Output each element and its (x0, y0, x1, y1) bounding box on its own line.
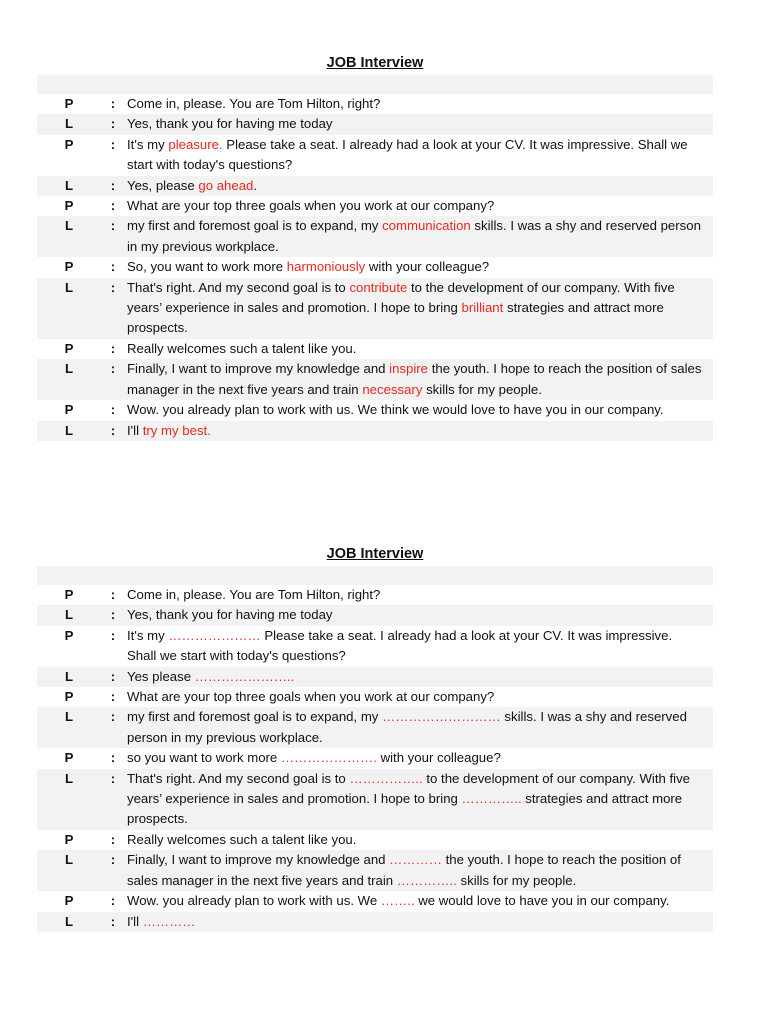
speaker-label: P (64, 831, 74, 847)
text-segment: Really welcomes such a talent like you. (127, 340, 357, 356)
fill-in-blank: …………….. (349, 770, 423, 786)
text-segment: with your colleague? (376, 750, 501, 766)
highlighted-word: contribute (349, 279, 408, 295)
speaker-label: L (64, 668, 74, 684)
speaker-label: P (64, 402, 74, 418)
speaker-label: P (64, 627, 74, 643)
text-segment: That's right. And my second goal is to (127, 770, 350, 786)
fill-in-blank: ………….. (396, 872, 457, 888)
colon-separator: : (110, 422, 116, 438)
speaker-label: L (64, 852, 74, 868)
dialogue-line (37, 605, 713, 625)
colon-separator: : (110, 831, 116, 847)
dialogue-line (37, 94, 713, 114)
speaker-label: L (64, 770, 74, 786)
text-segment: the youth. I hope to reach the position of sales manager in the next five years and train (127, 852, 681, 888)
speaker-label: L (64, 422, 74, 438)
dialogue-text (127, 585, 713, 605)
fill-in-blank: ……………………… (382, 709, 501, 725)
colon-separator: : (110, 770, 116, 786)
colon-separator: : (110, 587, 116, 602)
text-segment: Wow. you already plan to work with us. We (127, 893, 381, 909)
dialogue-line (37, 421, 713, 441)
fill-in-blank: ………….. (461, 791, 522, 807)
dialogue-line (37, 769, 713, 830)
dialogue-line (37, 135, 713, 176)
colon-separator: : (110, 136, 116, 152)
colon-separator: : (110, 913, 116, 929)
blank-row (37, 75, 713, 94)
text-segment: What are your top three goals when you work at our company? (127, 198, 495, 214)
dialogue-line (37, 257, 713, 277)
speaker-label: P (64, 259, 74, 275)
dialogue-text (127, 891, 713, 911)
fill-in-blank: ………………….. (194, 668, 295, 684)
dialogue-text (127, 359, 713, 400)
speaker-label: P (64, 750, 74, 766)
dialogue-line (37, 176, 713, 196)
section-title: JOB Interview (326, 546, 424, 562)
dialogue-line (37, 216, 713, 257)
dialogue-line (37, 748, 713, 768)
highlighted-word: inspire (389, 361, 429, 377)
colon-separator: : (110, 750, 116, 766)
fill-in-blank: …….. (380, 893, 415, 909)
colon-separator: : (110, 709, 116, 725)
speaker-label: L (64, 218, 74, 234)
dialogue-line (37, 626, 713, 667)
dialogue-text (127, 94, 713, 114)
dialogue-text (127, 421, 713, 441)
speaker-label: L (64, 177, 74, 193)
dialogue-section-completed (37, 52, 713, 441)
text-segment: Please take a seat. I already had a look at your CV. It was impressive. Shall we start with today's questions? (127, 136, 688, 173)
dialogue-text (127, 196, 713, 216)
fill-in-blank: …………………. (280, 750, 377, 766)
text-segment: It's my (127, 136, 169, 152)
dialogue-line (37, 830, 713, 850)
text-segment: Really welcomes such a talent like you. (127, 831, 357, 847)
colon-separator: : (110, 340, 116, 356)
text-segment: Wow. you already plan to work with us. We think we would love to have you in our company. (127, 402, 664, 418)
dialogue-text (127, 257, 713, 277)
dialogue-line (37, 707, 713, 748)
dialogue-rows (37, 585, 713, 932)
dialogue-text (127, 176, 713, 196)
dialogue-text (127, 850, 713, 891)
dialogue-line (37, 891, 713, 911)
dialogue-text (127, 667, 713, 687)
speaker-label: P (64, 587, 74, 602)
dialogue-text (127, 830, 713, 850)
dialogue-text (127, 626, 713, 667)
text-segment: to the development of our company. With five years’ experience in sales and promotion. I hope to bring (127, 279, 675, 316)
highlighted-word: harmoniously (286, 259, 366, 275)
dialogue-rows (37, 94, 713, 441)
speaker-label: P (64, 893, 74, 909)
highlighted-word: go ahead (198, 177, 254, 193)
section-title: JOB Interview (326, 55, 424, 71)
colon-separator: : (110, 279, 116, 295)
speaker-label: L (64, 709, 74, 725)
colon-separator: : (110, 177, 116, 193)
colon-separator: : (110, 218, 116, 234)
text-segment: the youth. I hope to reach the position of sales manager in the next five years and train (127, 361, 702, 397)
dialogue-line (37, 359, 713, 400)
dialogue-line (37, 278, 713, 339)
dialogue-section-exercise (37, 543, 713, 932)
dialogue-line (37, 400, 713, 420)
text-segment: strategies and attract more prospects. (127, 300, 664, 336)
blank-row (37, 566, 713, 585)
dialogue-text (127, 605, 713, 625)
colon-separator: : (110, 116, 116, 132)
dialogue-text (127, 769, 713, 830)
dialogue-text (127, 912, 713, 932)
text-segment: Finally, I want to improve my knowledge and (127, 361, 390, 377)
dialogue-line (37, 667, 713, 687)
dialogue-line (37, 687, 713, 707)
text-segment: Come in, please. You are Tom Hilton, right? (127, 587, 381, 602)
text-segment: What are your top three goals when you work at our company? (127, 689, 495, 705)
text-segment: my first and foremost goal is to expand, my (127, 709, 383, 725)
speaker-label: L (64, 279, 74, 295)
text-segment: skills. I was a shy and reserved person in my previous workplace. (127, 218, 701, 254)
fill-in-blank: ………………… (168, 627, 261, 643)
colon-separator: : (110, 668, 116, 684)
text-segment: to the development of our company. With five years’ experience in sales and promotion. I hope to bring (127, 770, 691, 807)
colon-separator: : (110, 893, 116, 909)
text-segment: I'll (127, 422, 143, 438)
dialogue-text (127, 748, 713, 768)
dialogue-line (37, 114, 713, 134)
colon-separator: : (110, 402, 116, 418)
text-segment: So, you want to work more (127, 259, 287, 275)
highlighted-word: necessary (362, 381, 423, 397)
colon-separator: : (110, 198, 116, 214)
text-segment: skills for my people. (456, 872, 577, 888)
text-segment: we would love to have you in our company. (414, 893, 670, 909)
dialogue-text (127, 400, 713, 420)
colon-separator: : (110, 852, 116, 868)
text-segment: skills. I was a shy and reserved person in my previous workplace. (127, 709, 687, 745)
text-segment: Come in, please. You are Tom Hilton, right? (127, 96, 381, 111)
text-segment: my first and foremost goal is to expand, my (127, 218, 383, 234)
text-segment: strategies and attract more prospects. (127, 791, 683, 827)
highlighted-word: pleasure. (168, 136, 223, 152)
highlighted-word: try my best. (142, 422, 211, 438)
text-segment: Finally, I want to improve my knowledge and (127, 852, 390, 868)
dialogue-line (37, 339, 713, 359)
dialogue-line (37, 850, 713, 891)
dialogue-text (127, 707, 713, 748)
dialogue-line (37, 585, 713, 605)
text-segment: so you want to work more (127, 750, 281, 766)
text-segment: . (253, 177, 258, 193)
text-segment: Yes, please (127, 177, 199, 193)
text-segment: Yes, thank you for having me today (127, 607, 333, 623)
text-segment: Please take a seat. I already had a look at your CV. It was impressive. Shall we start with today's questions? (127, 627, 673, 664)
speaker-label: P (64, 96, 74, 111)
dialogue-text (127, 339, 713, 359)
dialogue-text (127, 687, 713, 707)
highlighted-word: communication (382, 218, 471, 234)
text-segment: That's right. And my second goal is to (127, 279, 350, 295)
speaker-label: L (64, 607, 74, 623)
colon-separator: : (110, 607, 116, 623)
dialogue-text (127, 114, 713, 134)
highlighted-word: brilliant (461, 300, 504, 316)
colon-separator: : (110, 259, 116, 275)
dialogue-text (127, 216, 713, 257)
fill-in-blank: ………… (389, 852, 442, 868)
dialogue-text (127, 135, 713, 176)
speaker-label: L (64, 913, 74, 929)
speaker-label: P (64, 689, 74, 705)
dialogue-line (37, 912, 713, 932)
speaker-label: L (64, 116, 74, 132)
colon-separator: : (110, 96, 116, 111)
dialogue-line (37, 196, 713, 216)
text-segment: with your colleague? (365, 259, 490, 275)
text-segment: I'll (127, 913, 143, 929)
speaker-label: P (64, 340, 74, 356)
text-segment: It's my (127, 627, 169, 643)
colon-separator: : (110, 627, 116, 643)
speaker-label: P (64, 136, 74, 152)
speaker-label: L (64, 361, 74, 377)
text-segment: Yes, thank you for having me today (127, 116, 333, 132)
dialogue-text (127, 278, 713, 339)
text-segment: skills for my people. (422, 381, 542, 397)
colon-separator: : (110, 689, 116, 705)
speaker-label: P (64, 198, 74, 214)
colon-separator: : (110, 361, 116, 377)
fill-in-blank: ………… (142, 913, 196, 929)
text-segment: Yes please (127, 668, 195, 684)
